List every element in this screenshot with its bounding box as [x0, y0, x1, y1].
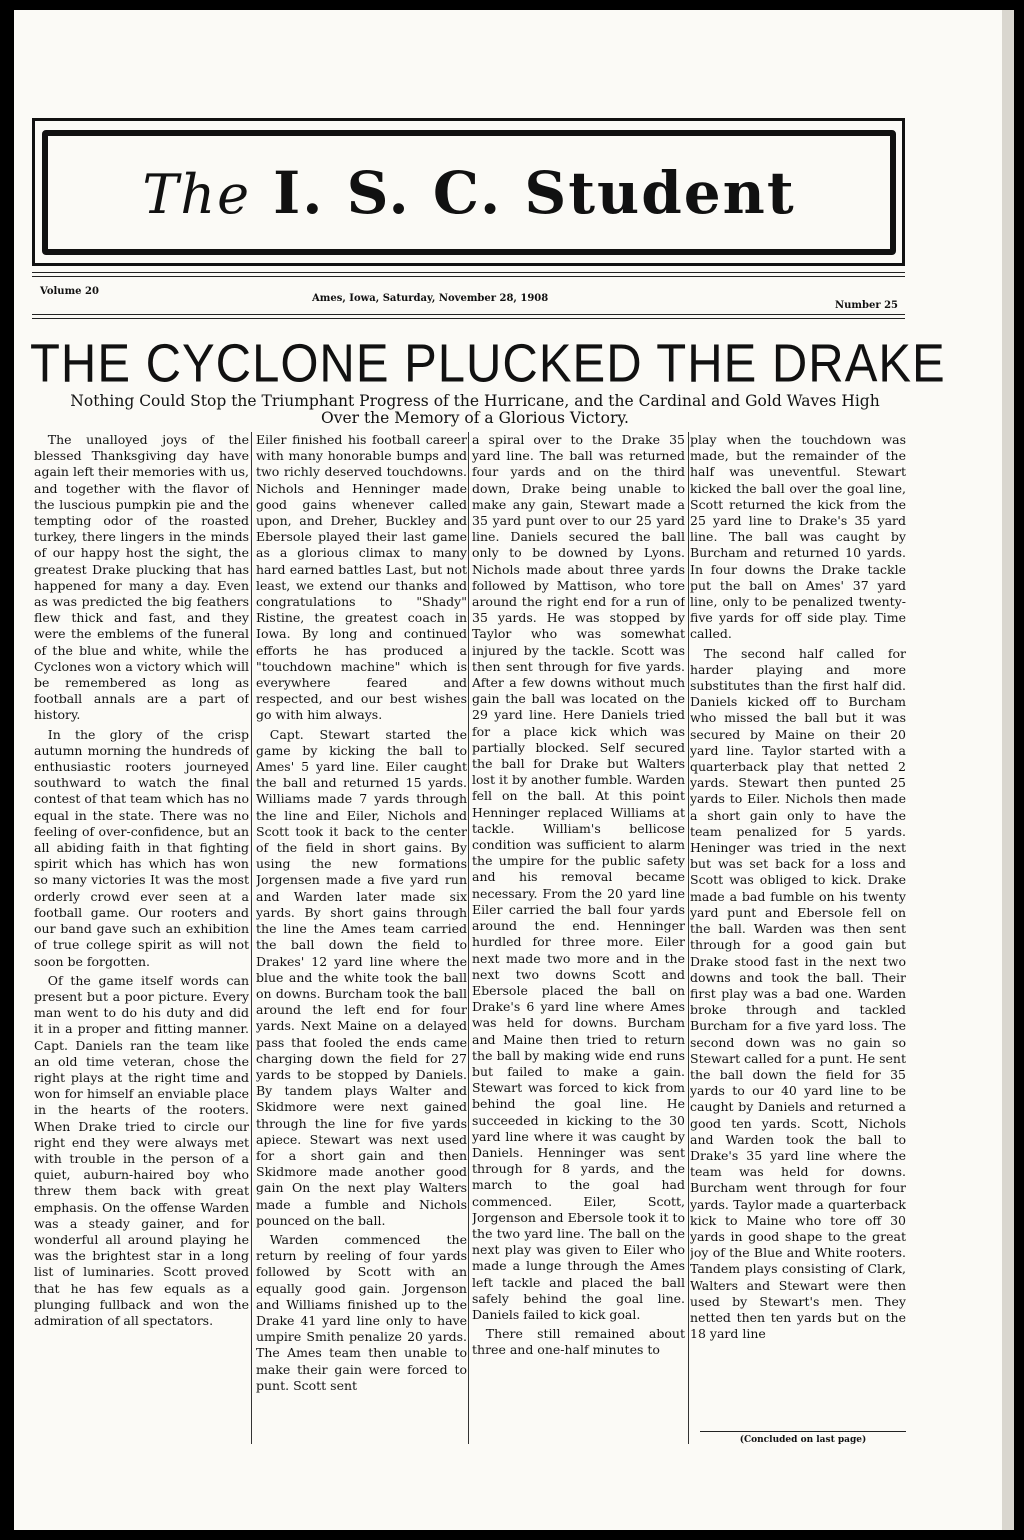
continued-note: (Concluded on last page) [700, 1431, 906, 1445]
divider [32, 318, 905, 319]
paragraph: There still remained about three and one-half minutes to [472, 1326, 685, 1358]
article-column [34, 432, 249, 1442]
paragraph: Capt. Stewart started the game by kicking the ball to Ames' 5 yard line. Eiler caught the ball and returned 15 yards. Williams made 7 yards through the line and Eiler, Nichols and Scott took it back to the center of the field in short gains. By using the new formations Jorgensen made a five yard run and Warden later made six yards. By short gains through the line the Ames team carried the ball down the field to Drakes' 12 yard line where the blue and the white took the ball on downs. Burcham took the ball around the left end for four yards. Next Maine on a delayed pass that fooled the ends came charging down the field for 27 yards to be stopped by Daniels. By tandem plays Walter and Skidmore were next gained through the line for five yards apiece. Stewart was next used for a short gain and then Skidmore made another good gain On the next play Walters made a fumble and Nichols pounced on the ball. [256, 726, 467, 1228]
page-edge [1002, 10, 1014, 1530]
paragraph: Eiler finished his football career with many honorable bumps and two richly deserved touchdowns. Nichols and Henninger made good gains whenever called upon, and Dreher, Buckley and Ebersole played their last game as a glorious climax to many hard earned battles Last, but not least, we extend our thanks and congratulations to "Shady" Ristine, the greatest coach in Iowa. By long and continued efforts he has produced a "touchdown machine" which is everywhere feared and respected, and our best wishes go with him always. [256, 432, 467, 723]
paragraph: The unalloyed joys of the blessed Thanksgiving day have again left their memories with us, and together with the flavor of the luscious pumpkin pie and the tempting odor of the roasted turkey, there lingers in the minds of our happy host the sight, the greatest Drake plucking that has happened for many a day. Even as was predicted the big feathers flew thick and fast, and they were the emblems of the funeral of the blue and white, while the Cyclones won a victory which will be remembered as long as football annals are a part of history. [34, 432, 249, 723]
newspaper-title [142, 159, 795, 227]
paragraph: In the glory of the crisp autumn morning the hundreds of enthusiastic rooters journeyed southward to watch the final contest of that team which has no equal in the state. There was no feeling of over-confidence, but an all abiding faith in that fighting spirit which has which has won so many victories It was the most orderly crowd ever seen at a football game. Our rooters and our band gave such an exhibition of true college spirit as will not soon be forgotten. [34, 726, 249, 969]
paragraph: Warden commenced the return by reeling of four yards followed by Scott with an equally good gain. Jorgenson and Williams finished up to the Drake 41 yard line only to have umpire Smith penalize 20 yards. The Ames team then unable to make their gain were forced to punt. Scott sent [256, 1231, 467, 1393]
masthead [42, 130, 896, 255]
headline: THE CYCLONE PLUCKED THE DRAKE [30, 334, 946, 394]
volume-label: Volume 20 [40, 286, 99, 297]
divider [32, 272, 905, 273]
article-column [690, 432, 906, 1442]
article-body [30, 432, 908, 1442]
dateline: Ames, Iowa, Saturday, November 28, 1908 [312, 293, 549, 304]
article-column [256, 432, 467, 1442]
paragraph: play when the touchdown was made, but the remainder of the half was uneventful. Stewart kicked the ball over the goal line, Scott returned the kick from the 25 yard line to Drake's 35 yard line. The ball was caught by Burcham and returned 10 yards. In four downs the Drake tackle put the ball on Ames' 37 yard line, only to be penalized twenty-five yards for off side play. Time called. [690, 432, 906, 642]
column-rule [688, 432, 689, 1444]
paragraph: The second half called for harder playing and more substitutes than the first half did. Daniels kicked off to Burcham who missed the ball but it was secured by Maine on their 20 yard line. Taylor started with a quarterback play that netted 2 yards. Stewart then punted 25 yards to Eiler. Nichols then made a short gain only to have the team penalized for 5 yards. Heninger was tried in the next but was set back for a loss and Scott was obliged to kick. Drake made a bad fumble on his twenty yard punt and Ebersole fell on the ball. Warden was then sent through for a good gain but Drake stood fast in the next two downs and took the ball. Their first play was a bad one. Warden broke through and tackled Burcham for a five yard loss. The second down was no gain so Stewart called for a punt. He sent the ball down the field for 35 yards to our 40 yard line to be caught by Daniels and returned a good ten yards. Scott, Nichols and Warden took the ball to Drake's 35 yard line where the team was held for downs. Burcham went through for four yards. Taylor made a quarterback kick to Maine who tore off 30 yards in good shape to the great joy of the Blue and White rooters. Tandem plays consisting of Clark, Walters and Stewart were then used by Stewart's men. They netted then ten yards but on the 18 yard line [690, 645, 906, 1342]
divider [32, 314, 905, 315]
divider [32, 276, 905, 277]
paragraph: Of the game itself words can present but a poor picture. Every man went to do his duty and did it in a proper and fitting manner. Capt. Daniels ran the team like an old time veteran, chose the right plays at the right time and won for himself an enviable place in the hearts of the rooters. When Drake tried to circle our right end they were always met with trouble in the person of a quiet, auburn-haired boy who threw them back with great emphasis. On the offense Warden was a steady gainer, and for wonderful all around playing he was the brightest star in a long list of luminaries. Scott proved that he has few equals as a plunging fullback and won the admiration of all spectators. [34, 972, 249, 1328]
article-column [472, 432, 685, 1442]
column-rule [468, 432, 469, 1444]
column-rule [251, 432, 252, 1444]
issue-number: Number 25 [834, 300, 898, 311]
subheadline: Nothing Could Stop the Triumphant Progress of the Hurricane, and the Cardinal and Gold Waves High Over the Memory of a Glorious Victory. [70, 392, 880, 427]
title-name: I. S. C. Student [273, 158, 796, 227]
paragraph: a spiral over to the Drake 35 yard line. The ball was returned four yards and on the third down, Drake being unable to make any gain, Stewart made a 35 yard punt over to our 25 yard line. Daniels secured the ball only to be downed by Lyons. Nichols made about three yards followed by Mattison, who tore around the right end for a run of 35 yards. He was stopped by Taylor who was somewhat injured by the tackle. Scott was then sent through for five yards. After a few downs without much gain the ball was located on the 29 yard line. Here Daniels tried for a place kick which was partially blocked. Self secured the ball for Drake but Walters lost it by another fumble. Warden fell on the ball. At this point Henninger replaced Williams at tackle. William's bellicose condition was sufficient to alarm the umpire for the public safety and his removal became necessary. From the 20 yard line Eiler carried the ball four yards around the end. Henninger hurdled for three more. Eiler next made two more and in the next two downs Scott and Ebersole placed the ball on Drake's 6 yard line where Ames was held for downs. Burcham and Maine then tried to return the ball by making wide end runs but failed to make a gain. Stewart was forced to kick from behind the goal line. He succeeded in kicking to the 30 yard line where it was caught by Daniels. Henninger was sent through for 8 yards, and the march to the goal had commenced. Eiler, Scott, Jorgenson and Ebersole took it to the two yard line. The ball on the next play was given to Eiler who made a lunge through the Ames left tackle and placed the ball safely behind the goal line. Daniels failed to kick goal. [472, 432, 685, 1322]
title-the: The [142, 162, 252, 226]
dateline-bar [40, 284, 898, 310]
